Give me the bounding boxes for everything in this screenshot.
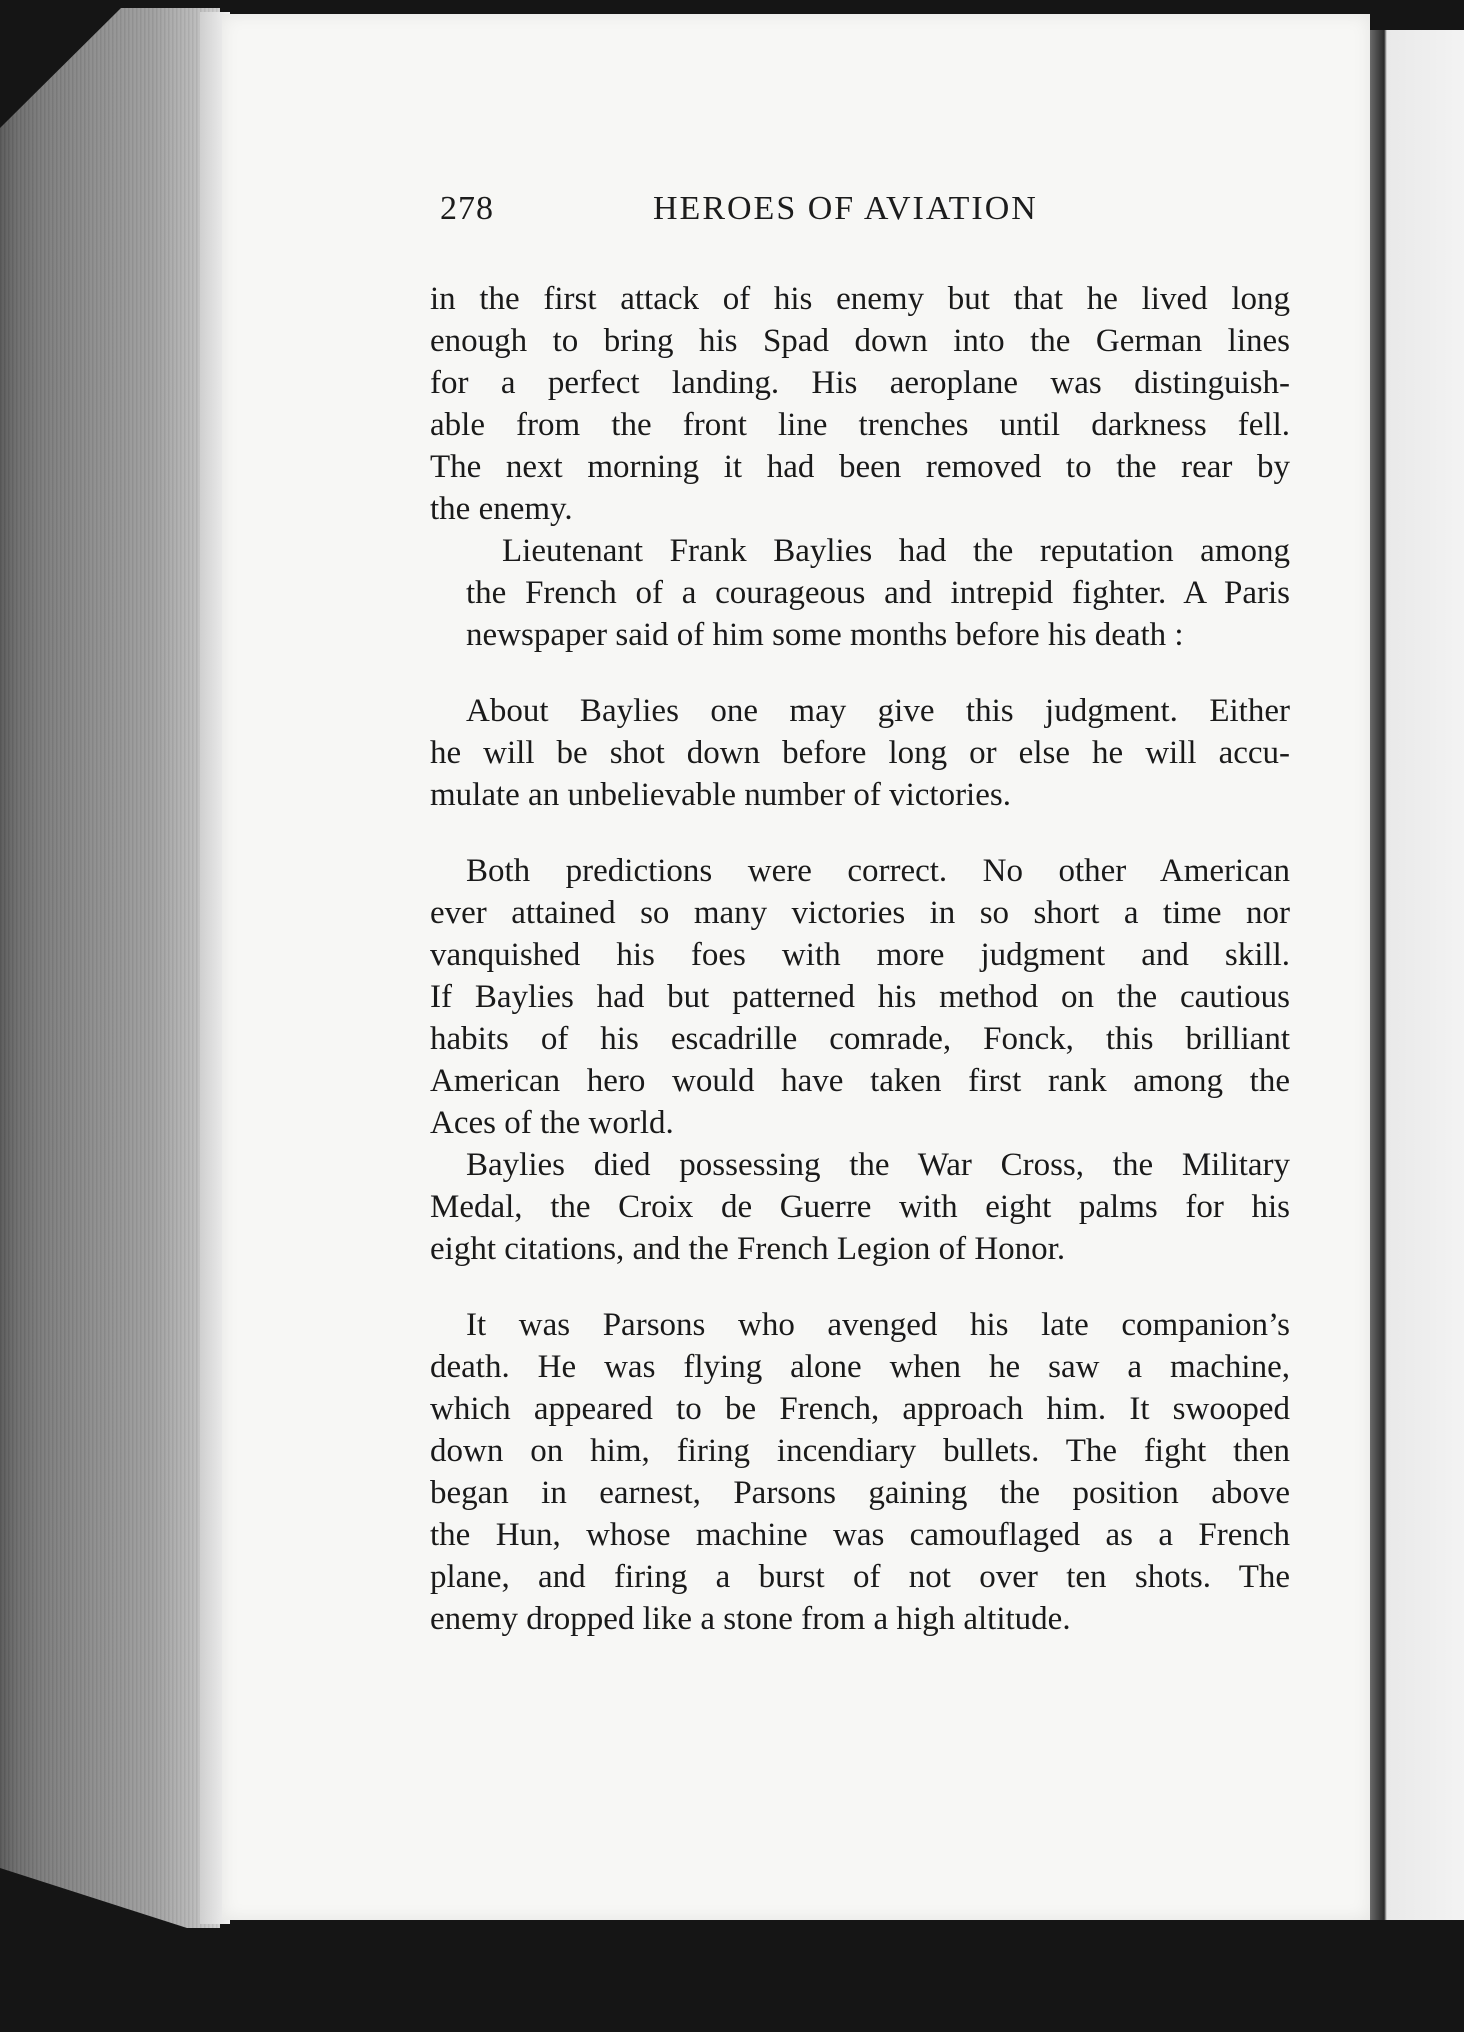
text-line: which appeared to be French, approach him. It swooped — [430, 1391, 1290, 1427]
text-line: American hero would have taken first rank among the — [430, 1063, 1290, 1099]
text-line: If Baylies had but patterned his method on the cautious — [430, 979, 1290, 1015]
text-line: enough to bring his Spad down into the German lines — [430, 323, 1290, 359]
paragraph-2 — [430, 530, 1290, 656]
text-line: down on him, firing incendiary bullets. The fight then — [430, 1433, 1290, 1469]
paragraph-4 — [430, 850, 1290, 1144]
text-line: ever attained so many victories in so short a time nor — [430, 895, 1290, 931]
text-line: eight citations, and the French Legion of Honor. — [430, 1231, 1066, 1267]
text-line: able from the front line trenches until darkness fell. — [430, 407, 1290, 443]
text-line: Baylies died possessing the War Cross, the Military — [466, 1147, 1290, 1183]
book-title: HEROES OF AVIATION — [653, 190, 1038, 227]
text-line: began in earnest, Parsons gaining the position above — [430, 1475, 1290, 1511]
text-line: plane, and firing a burst of not over ten shots. The — [430, 1559, 1290, 1595]
text-line: habits of his escadrille comrade, Fonck, this brilliant — [430, 1021, 1290, 1057]
text-line: Both predictions were correct. No other American — [466, 853, 1290, 889]
text-line: Lieutenant Frank Baylies had the reputation among — [502, 533, 1290, 569]
page-edges — [0, 8, 220, 2008]
text-line: the enemy. — [430, 491, 573, 527]
text-line: enemy dropped like a stone from a high altitude. — [430, 1601, 1071, 1637]
text-line: for a perfect landing. His aeroplane was distinguish- — [430, 365, 1290, 401]
text-line: vanquished his foes with more judgment and skill. — [430, 937, 1290, 973]
text-line: The next morning it had been removed to the rear by — [430, 449, 1290, 485]
body-text — [430, 278, 1290, 1640]
text-line: newspaper said of him some months before his death : — [466, 617, 1184, 653]
text-line: About Baylies one may give this judgment. Either — [466, 693, 1290, 729]
page-number: 278 — [440, 190, 494, 227]
text-line: It was Parsons who avenged his late companion’s — [466, 1307, 1290, 1343]
text-line: he will be shot down before long or else he will accu- — [430, 735, 1290, 771]
text-line: the French of a courageous and intrepid fighter. A Paris — [466, 575, 1290, 611]
text-line: in the first attack of his enemy but that he lived long — [430, 281, 1290, 317]
paragraph-1 — [430, 278, 1290, 530]
text-line: death. He was flying alone when he saw a machine, — [430, 1349, 1290, 1385]
text-line: mulate an unbelievable number of victories. — [430, 777, 1011, 813]
facing-page-edge — [1370, 30, 1464, 1920]
quotation — [430, 690, 1290, 816]
text-line: the Hun, whose machine was camouflaged as a French — [430, 1517, 1290, 1553]
text-line: Medal, the Croix de Guerre with eight palms for his — [430, 1189, 1290, 1225]
running-head — [440, 190, 1090, 240]
text-line: Aces of the world. — [430, 1105, 674, 1141]
paragraph-5 — [430, 1144, 1290, 1270]
paragraph-6 — [430, 1304, 1290, 1640]
